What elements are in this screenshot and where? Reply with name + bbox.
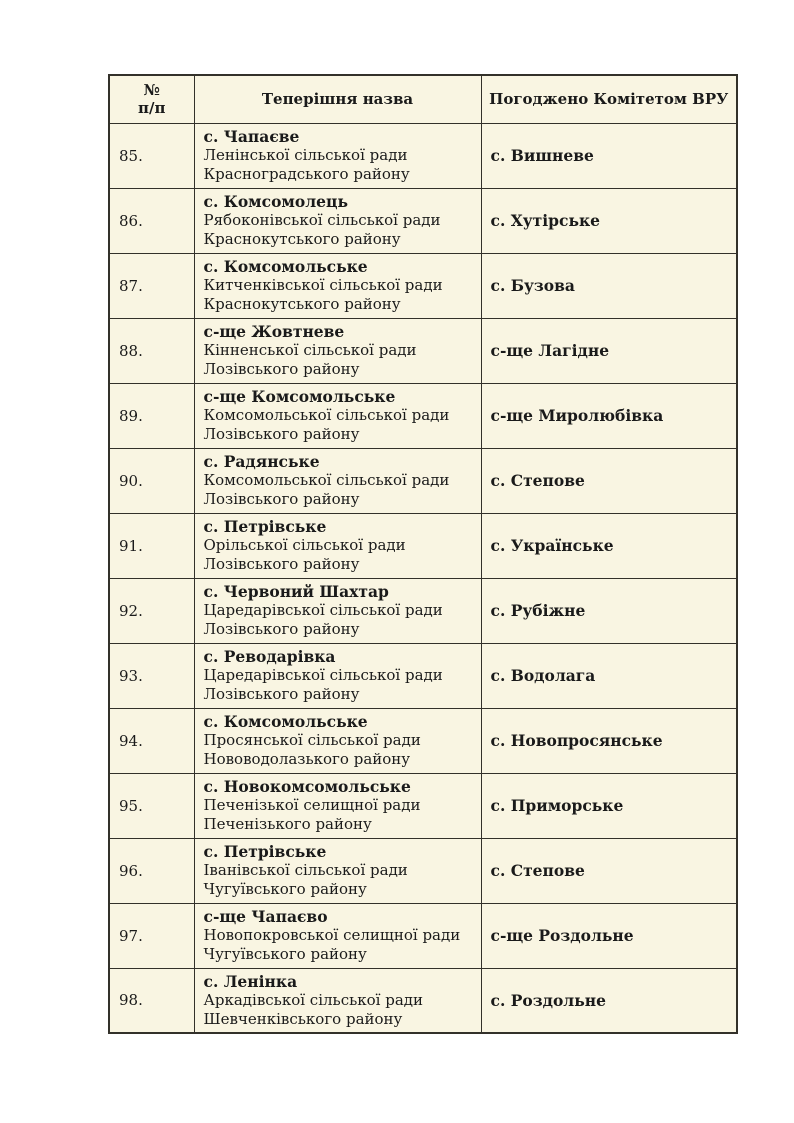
row-number: 90.: [109, 448, 194, 513]
district-line: Нововодолазького району: [203, 750, 411, 768]
council-line: Кінненської сільської ради: [203, 341, 417, 359]
column-header-approved: Погоджено Комітетом ВРУ: [481, 75, 737, 123]
table-row: [109, 578, 737, 643]
current-name: с. Комсомолець: [203, 192, 348, 211]
row-number: 95.: [109, 773, 194, 838]
row-number: 87.: [109, 253, 194, 318]
district-line: Лозівського району: [203, 555, 360, 573]
row-number: 97.: [109, 903, 194, 968]
row-number: 96.: [109, 838, 194, 903]
council-line: Печенізької селищної ради: [203, 796, 421, 814]
approved-name: с. Бузова: [481, 253, 737, 318]
district-line: Краснокутського району: [203, 295, 401, 313]
approved-name: с-ще Лагідне: [481, 318, 737, 383]
current-name: с-ще Чапаєво: [203, 907, 328, 926]
current-name-cell: [194, 578, 481, 643]
current-name-cell: [194, 253, 481, 318]
header-number-line1: №: [143, 80, 160, 99]
district-line: Лозівського району: [203, 620, 360, 638]
current-name-cell: [194, 773, 481, 838]
row-number: 88.: [109, 318, 194, 383]
approved-name: с. Новопросянське: [481, 708, 737, 773]
district-line: Лозівського району: [203, 685, 360, 703]
approved-name: с. Степове: [481, 448, 737, 513]
current-name-cell: [194, 643, 481, 708]
approved-name: с-ще Роздольне: [481, 903, 737, 968]
current-name: с-ще Комсомольське: [203, 387, 396, 406]
current-name: с. Комсомольське: [203, 257, 368, 276]
council-line: Царедарівської сільської ради: [203, 601, 443, 619]
council-line: Ленінської сільської ради: [203, 146, 408, 164]
table-row: [109, 838, 737, 903]
current-name: с. Петрівське: [203, 842, 327, 861]
approved-name: с. Рубіжне: [481, 578, 737, 643]
district-line: Печенізького району: [203, 815, 372, 833]
district-line: Чугуївського району: [203, 880, 367, 898]
district-line: Лозівського району: [203, 360, 360, 378]
council-line: Орільської сільської ради: [203, 536, 406, 554]
current-name: с. Червоний Шахтар: [203, 582, 389, 601]
approved-name: с. Українське: [481, 513, 737, 578]
current-name: с. Радянське: [203, 452, 320, 471]
district-line: Красноградського району: [203, 165, 410, 183]
council-line: Новопокровської селищної ради: [203, 926, 461, 944]
row-number: 86.: [109, 188, 194, 253]
table-row: [109, 708, 737, 773]
current-name-cell: [194, 838, 481, 903]
row-number: 85.: [109, 123, 194, 188]
current-name-cell: [194, 968, 481, 1033]
current-name: с. Ленінка: [203, 971, 298, 991]
current-name-cell: [194, 448, 481, 513]
district-line: Чугуївського району: [203, 945, 367, 963]
table-row: [109, 383, 737, 448]
approved-name: с. Роздольне: [481, 968, 737, 1033]
approved-name: с-ще Миролюбівка: [481, 383, 737, 448]
row-number: 91.: [109, 513, 194, 578]
table-row: [109, 123, 737, 188]
table-row: [109, 253, 737, 318]
council-line: Комсомольської сільської ради: [203, 471, 450, 489]
council-line: Просянської сільської ради: [203, 731, 421, 749]
row-number: 89.: [109, 383, 194, 448]
column-header-number: [109, 75, 194, 123]
current-name: с. Новокомсомольське: [203, 777, 411, 796]
header-number-line2: п/п: [138, 99, 166, 118]
council-line: Комсомольської сільської ради: [203, 406, 450, 424]
table-row: [109, 188, 737, 253]
row-number: 93.: [109, 643, 194, 708]
current-name-cell: [194, 383, 481, 448]
current-name-cell: [194, 123, 481, 188]
district-line: Шевченківського району: [203, 1009, 403, 1028]
approved-name: с. Вишневе: [481, 123, 737, 188]
district-line: Лозівського району: [203, 425, 360, 443]
council-line: Аркадівської сільської ради: [203, 990, 424, 1009]
table-body: [109, 123, 737, 1033]
column-header-current-name: Теперішня назва: [194, 75, 481, 123]
district-line: Краснокутського району: [203, 230, 401, 248]
current-name: с. Петрівське: [203, 517, 327, 536]
current-name-cell: [194, 513, 481, 578]
row-number: 94.: [109, 708, 194, 773]
approved-name: с. Хутірське: [481, 188, 737, 253]
table-row: [109, 773, 737, 838]
current-name-cell: [194, 708, 481, 773]
village-rename-table: [108, 74, 738, 1034]
current-name-cell: [194, 188, 481, 253]
council-line: Китченківської сільської ради: [203, 276, 443, 294]
row-number: 92.: [109, 578, 194, 643]
current-name: с. Комсомольське: [203, 712, 368, 731]
approved-name: с. Степове: [481, 838, 737, 903]
council-line: Царедарівської сільської ради: [203, 666, 443, 684]
table-row: [109, 318, 737, 383]
table-row: [109, 643, 737, 708]
table-row: [109, 513, 737, 578]
table-row: [109, 903, 737, 968]
council-line: Іванівської сільської ради: [203, 861, 408, 879]
approved-name: с. Водолага: [481, 643, 737, 708]
header-row: [109, 75, 737, 123]
current-name: с. Чапаєве: [203, 127, 300, 146]
current-name: с-ще Жовтневе: [203, 322, 345, 341]
table-row: [109, 448, 737, 513]
row-number: 98.: [109, 968, 194, 1033]
current-name-cell: [194, 903, 481, 968]
approved-name: с. Приморське: [481, 773, 737, 838]
table-row: [109, 968, 737, 1033]
district-line: Лозівського району: [203, 490, 360, 508]
current-name-cell: [194, 318, 481, 383]
council-line: Рябоконівської сільської ради: [203, 211, 441, 229]
current-name: с. Реводарівка: [203, 647, 336, 666]
